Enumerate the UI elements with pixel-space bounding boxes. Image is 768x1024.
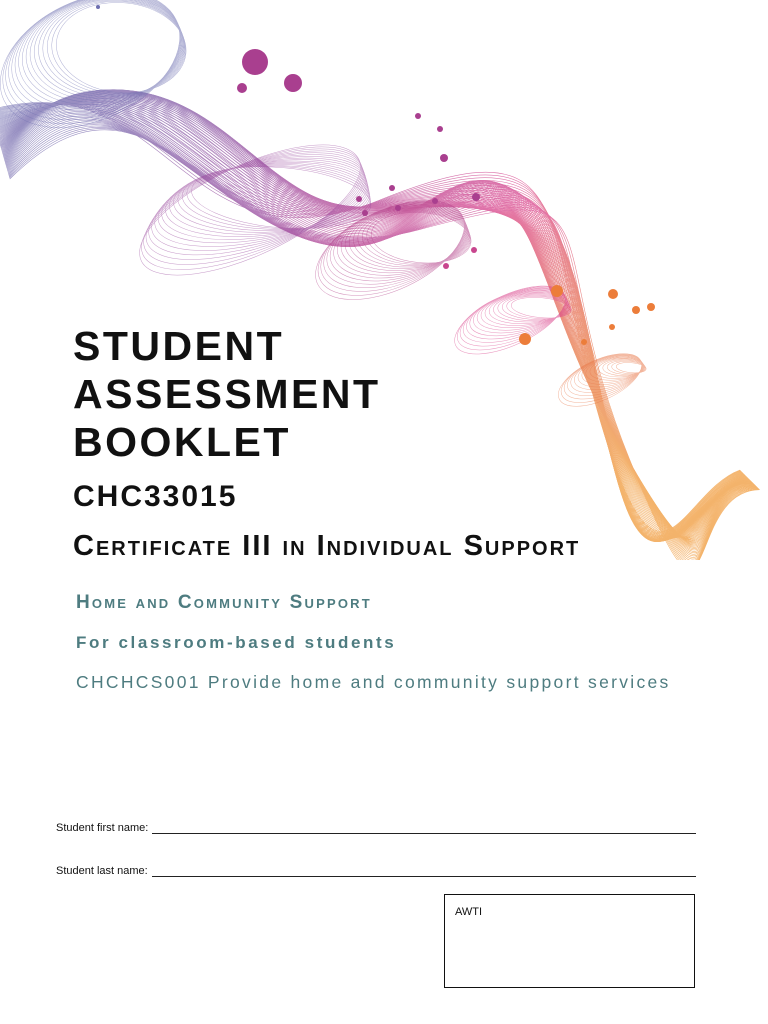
unit-title: CHCHCS001 Provide home and community support services — [76, 672, 671, 692]
last-name-line[interactable] — [152, 864, 696, 877]
awti-box — [444, 894, 695, 988]
first-name-line[interactable] — [152, 821, 696, 834]
first-name-label: Student first name: — [56, 822, 149, 834]
unit-group: Home and Community Support — [76, 592, 372, 613]
title-line: BOOKLET — [73, 419, 291, 465]
awti-label: AWTI — [455, 906, 483, 918]
course-code: CHC33015 — [73, 480, 238, 513]
delivery-mode: For classroom-based students — [76, 633, 397, 652]
course-name: Certificate III in Individual Support — [73, 530, 581, 562]
last-name-label: Student last name: — [56, 865, 148, 877]
first-name-field[interactable] — [56, 814, 696, 834]
last-name-field[interactable] — [56, 857, 696, 877]
title-line: ASSESSMENT — [73, 371, 381, 417]
title-line: STUDENT — [73, 323, 285, 369]
booklet-title — [73, 322, 381, 466]
